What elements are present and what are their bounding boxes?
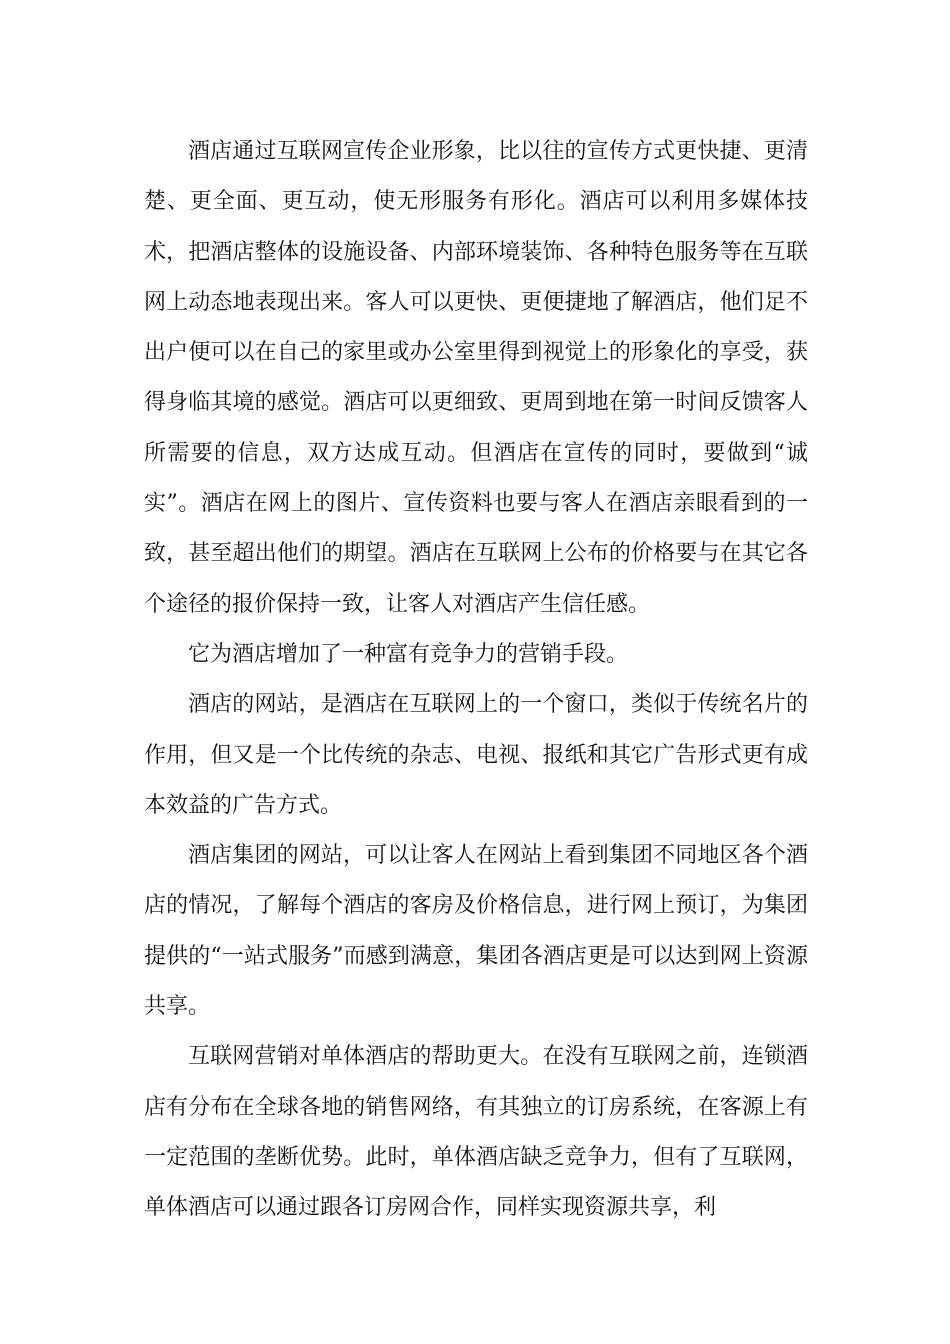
paragraph-4: 酒店集团的网站，可以让客人在网站上看到集团不同地区各个酒店的情况，了解每个酒店的客房及价格信息，进行网上预订，为集团提供的“一站式服务”而感到满意，集团各酒店更是可以达到网上资源共享。: [144, 843, 808, 1020]
paragraph-1: 酒店通过互联网宣传企业形象，比以往的宣传方式更快捷、更清楚、更全面、更互动，使无形服务有形化。酒店可以利用多媒体技术，把酒店整体的设施设备、内部环境装饰、各种特色服务等在互联网上动态地表现出来。客人可以更快、更便捷地了解酒店，他们足不出户便可以在自己的家里或办公室里得到视觉上的形象化的享受，获得身临其境的感觉。酒店可以更细致、更周到地在第一时间反馈客人所需要的信息，双方达成互动。但酒店在宣传的同时，要做到“诚实”。酒店在网上的图片、宣传资料也要与客人在酒店亲眼看到的一致，甚至超出他们的期望。酒店在互联网上公布的价格要与在其它各个途径的报价保持一致，让客人对酒店产生信任感。: [144, 139, 808, 617]
paragraph-3: 酒店的网站，是酒店在互联网上的一个窗口，类似于传统名片的作用，但又是一个比传统的杂志、电视、报纸和其它广告形式更有成本效益的广告方式。: [144, 692, 808, 818]
paragraph-2: 它为酒店增加了一种富有竞争力的营销手段。: [188, 641, 629, 667]
document-body: [144, 127, 808, 1234]
paragraph-5: 互联网营销对单体酒店的帮助更大。在没有互联网之前，连锁酒店有分布在全球各地的销售网络，有其独立的订房系统，在客源上有一定范围的垄断优势。此时，单体酒店缺乏竞争力，但有了互联网，单体酒店可以通过跟各订房网合作，同样实现资源共享，利: [144, 1044, 808, 1221]
